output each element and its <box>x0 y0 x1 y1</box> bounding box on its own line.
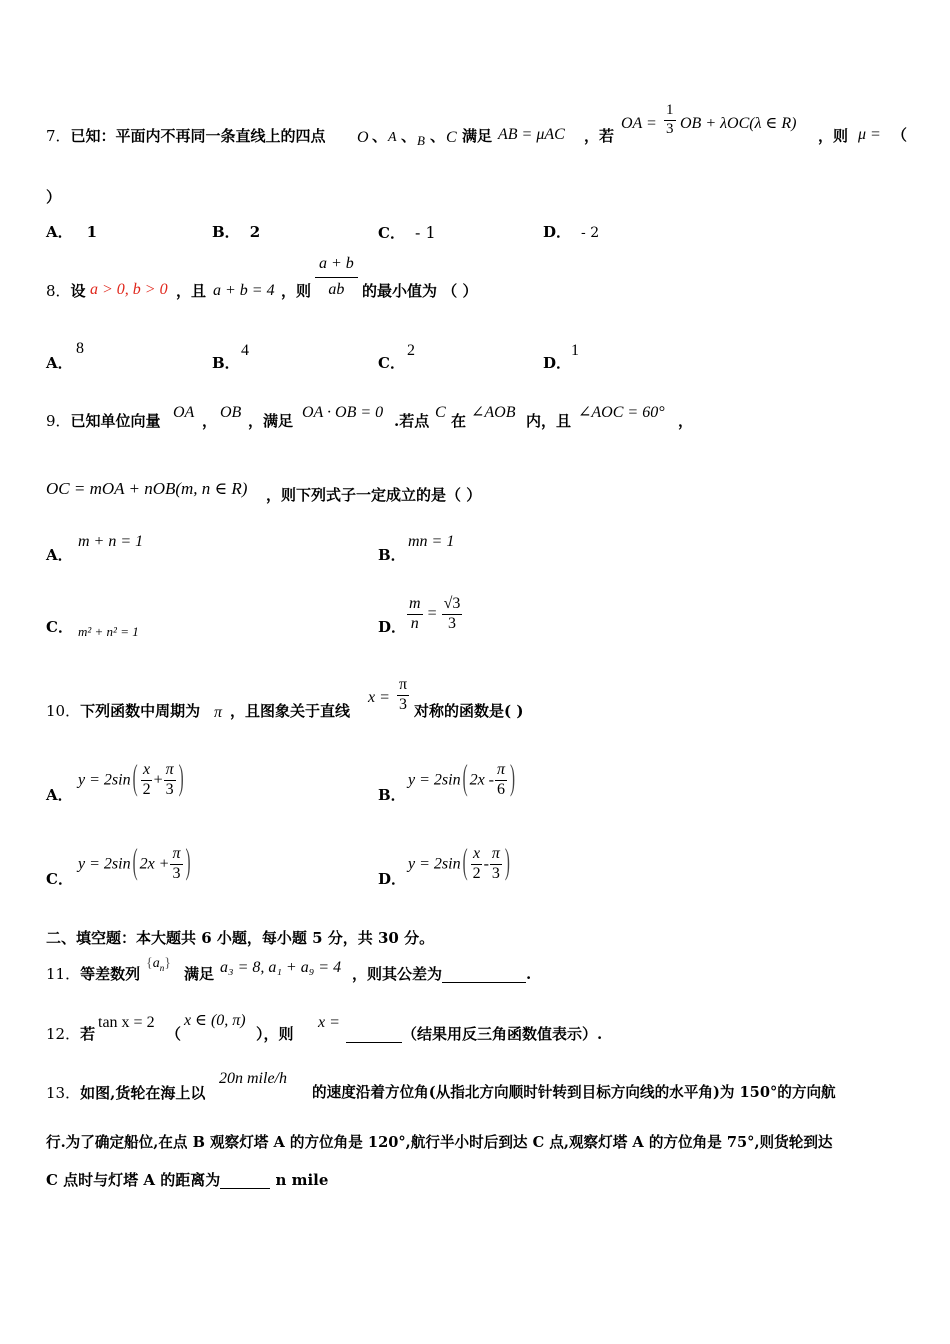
q10-a-num1: x <box>141 762 152 781</box>
q9-d-lhs-den: n <box>410 614 419 632</box>
q12-tan-eq-text: tan x = 2 <box>98 1014 155 1031</box>
q9-option-a-value: m + n = 1 <box>78 533 144 550</box>
q7-point-c: C <box>446 129 457 146</box>
q7-open-paren: （ <box>892 126 908 144</box>
q13-unit: n mile <box>270 1171 329 1189</box>
q10-option-a-label: A． <box>46 786 73 804</box>
q10-c-inner: 2x + <box>139 855 170 873</box>
q10-option-a-value <box>78 759 186 799</box>
q9-text-3: .若点 <box>394 412 430 430</box>
q8-frac-num: a + b <box>315 256 358 278</box>
q9-line2-text: ，则下列式子一定成立的是（ ） <box>266 486 482 504</box>
q8-line <box>46 284 86 299</box>
q7-line1 <box>46 129 326 144</box>
q10-x-eq: x = <box>368 689 390 706</box>
q8-sum-eq: a + b = 4 <box>213 282 275 299</box>
q13-line3 <box>46 1173 328 1189</box>
q13-line3-text: C 点时与灯塔 A 的距离为 <box>46 1171 221 1189</box>
q10-c-den: 3 <box>172 864 181 882</box>
q9-vector-ob: OB <box>220 404 242 421</box>
q7-eq2-frac-den: 3 <box>666 120 674 137</box>
q7-text-4: ，则 <box>818 127 849 145</box>
q11-text-2: 满足 <box>184 965 215 983</box>
q9-option-c-label: C． <box>46 618 73 636</box>
q10-text-2: ，且图象关于直线 <box>230 702 351 720</box>
q10-a-den1: 2 <box>142 780 151 798</box>
q10-b-den: 6 <box>497 780 506 798</box>
q9-text-2: ，满足 <box>248 412 294 430</box>
q9-text-6: ， <box>678 412 694 430</box>
q7-vector-eq: AB = μAC <box>498 126 565 143</box>
q7-option-b-label: B． <box>212 223 240 241</box>
q7-mu: μ = <box>858 126 881 143</box>
q9-option-b[interactable] <box>378 548 406 563</box>
q10-a-op: + <box>153 771 163 789</box>
q10-option-c[interactable] <box>46 872 73 887</box>
q7-eq2-frac <box>663 103 677 138</box>
q7-text-2: 满足 <box>462 127 493 145</box>
q10-option-b-value <box>408 759 517 799</box>
q7-point-b: B <box>417 133 425 148</box>
q7-option-a-value: 1 <box>86 223 98 241</box>
q8-option-c-value: 2 <box>407 342 415 359</box>
q11-text-1: 等差数列 <box>80 965 141 983</box>
q11-lbrace: { <box>146 956 153 971</box>
q10-option-c-value <box>78 843 193 883</box>
q10-a-num2: π <box>164 762 176 781</box>
q13-speed <box>219 1071 287 1087</box>
q10-a-lparen: ( <box>132 759 138 799</box>
q7-point-o: O <box>357 129 369 146</box>
q8-option-b-value: 4 <box>241 342 249 359</box>
q8-number: 8． <box>46 282 71 300</box>
q9-d-eq: = <box>427 604 437 622</box>
q10-c-pre: y = 2sin <box>78 855 131 873</box>
q10-option-d-label: D． <box>378 870 407 888</box>
q7-option-c[interactable] <box>378 225 436 241</box>
q9-d-lhs-num: m <box>407 596 423 615</box>
q11-seq-sub: n <box>159 962 165 973</box>
q10-b-inner: 2x - <box>469 771 495 789</box>
q10-a-den2: 3 <box>165 780 174 798</box>
q10-option-b-label: B． <box>378 786 406 804</box>
q9-option-d-value <box>406 596 463 633</box>
q10-d-pre: y = 2sin <box>408 855 461 873</box>
q10-d-den2: 3 <box>491 864 500 882</box>
q10-number: 10． <box>46 702 81 720</box>
q9-option-c-value: m² + n² = 1 <box>78 624 139 639</box>
q7-option-a-label: A． <box>46 223 73 241</box>
q9-oc-eq-text: OC = mOA + nOB(m, n ∈ R) <box>46 479 248 498</box>
q8-option-d-value: 1 <box>571 342 579 359</box>
q10-b-num: π <box>495 762 507 781</box>
q9-option-a[interactable] <box>46 548 73 563</box>
q11-sequence <box>146 957 171 973</box>
q10-a-rparen: ) <box>178 759 184 799</box>
q9-option-d[interactable] <box>378 620 406 635</box>
q10-d-den1: 2 <box>472 864 481 882</box>
q7-sep-3: 、 <box>430 127 446 145</box>
q8-fraction <box>314 256 359 299</box>
q10-d-num2: π <box>490 846 502 865</box>
q9-option-c[interactable] <box>46 620 73 635</box>
q8-text-2: ，且 <box>176 282 207 300</box>
q12-tan-eq <box>98 1015 155 1031</box>
q10-c-num: π <box>170 846 182 865</box>
q11-text-3-label: ，则其公差为 <box>352 965 443 983</box>
q7-option-d[interactable] <box>543 225 599 240</box>
q9-angle-aoc: ∠AOC = 60° <box>578 404 665 421</box>
q7-option-b[interactable] <box>212 225 260 240</box>
q8-option-a-label: A． <box>46 354 73 372</box>
q9-text-5: 内，且 <box>526 412 572 430</box>
q7-option-a[interactable] <box>46 225 97 240</box>
q8-condition: a > 0, b > 0 <box>90 281 168 298</box>
q12-line <box>46 1027 95 1042</box>
q7-point-a: A <box>388 130 397 145</box>
q10-a-pre: y = 2sin <box>78 771 131 789</box>
q8-frac-den: ab <box>328 280 345 298</box>
q10-d-lparen: ( <box>462 843 468 883</box>
q12-answer-blank[interactable] <box>346 1027 402 1043</box>
section-2-heading: 二、填空题：本大题共 6 小题，每小题 5 分，共 30 分。 <box>46 929 435 947</box>
q9-number: 9． <box>46 412 71 430</box>
q8-option-a[interactable] <box>46 356 73 371</box>
q11-end: . <box>526 965 532 983</box>
q8-option-b-label: B． <box>212 354 240 372</box>
q10-option-d-value <box>408 843 512 883</box>
q9-angle-aob: ∠AOB <box>471 404 516 421</box>
q12-cond-open: （ <box>166 1025 182 1043</box>
q7-eq2-frac-num: 1 <box>664 103 676 121</box>
q10-text-1: 下列函数中周期为 <box>80 702 201 720</box>
q10-c-rparen: ) <box>185 843 191 883</box>
q10-b-lparen: ( <box>462 759 468 799</box>
q7-sep-1: 、 <box>372 127 388 145</box>
q12-x-eq: x = <box>318 1014 340 1031</box>
q9-d-rhs-den: 3 <box>447 614 456 632</box>
q11-rbrace: } <box>164 956 171 971</box>
q8-option-d[interactable] <box>543 356 571 371</box>
q9-point-c: C <box>435 404 446 421</box>
q12-condition: x ∈ (0, π) <box>184 1012 246 1029</box>
q10-b-rparen: ) <box>510 759 516 799</box>
q13-text-1: 如图,货轮在海上以 <box>80 1084 206 1102</box>
q10-c-lparen: ( <box>132 843 138 883</box>
q8-text-3: ，则 <box>281 282 312 300</box>
q7-sep-2: 、 <box>401 127 417 145</box>
q8-option-c[interactable] <box>378 356 405 371</box>
q13-line2: 行.为了确定船位,在点 B 观察灯塔 A 的方位角是 120°,航行半小时后到达 C 点,观察灯塔 A 的方位角是 75°,则货轮到达 <box>46 1134 833 1151</box>
q12-cond-close: ），则 <box>256 1025 294 1043</box>
q13-answer-blank[interactable] <box>220 1173 270 1189</box>
q7-option-c-value: - 1 <box>414 223 436 242</box>
q9-option-a-label: A． <box>46 546 73 564</box>
q7-option-d-value: - 2 <box>581 225 600 241</box>
q7-option-c-label: C． <box>378 224 405 242</box>
q9-d-rhs-num: √3 <box>442 596 463 615</box>
q10-option-d[interactable] <box>378 872 406 887</box>
q7-eq2-rhs: OB + λOC(λ ∈ R) <box>680 115 797 132</box>
q7-number: 7． <box>46 127 71 145</box>
q9-line1 <box>46 414 161 429</box>
q10-text-3: 对称的函数是( ) <box>414 702 524 720</box>
q11-answer-blank[interactable] <box>442 967 526 983</box>
q11-number: 11． <box>46 965 81 983</box>
q9-dot-product: OA · OB = 0 <box>302 404 384 421</box>
q13-number: 13． <box>46 1084 81 1102</box>
q10-option-c-label: C． <box>46 870 73 888</box>
q10-line <box>46 704 200 719</box>
q11-equation: a₃ = 8, a₁ + a₉ = 4 <box>220 959 342 976</box>
q10-b-pre: y = 2sin <box>408 771 461 789</box>
q9-oc-eq <box>46 480 247 497</box>
q7-text-1: 已知：平面内不再同一条直线上的四点 <box>70 127 326 145</box>
q12-text-1: 若 <box>80 1025 96 1043</box>
q10-d-num1: x <box>471 846 482 865</box>
q10-d-rparen: ) <box>504 843 510 883</box>
q10-option-a[interactable] <box>46 788 73 803</box>
q10-x-frac-num: π <box>397 677 409 696</box>
q8-text-1: 设 <box>70 282 86 300</box>
q8-option-c-label: C． <box>378 354 405 372</box>
q9-text-1: 已知单位向量 <box>70 412 161 430</box>
q13-line1 <box>46 1086 205 1101</box>
q7-option-d-label: D． <box>543 223 572 241</box>
q10-x-frac-den: 3 <box>399 695 408 713</box>
q11-line <box>46 967 140 982</box>
q9-comma: ， <box>202 412 218 430</box>
q7-option-b-value: 2 <box>249 223 261 241</box>
q12-number: 12． <box>46 1025 81 1043</box>
q10-x-frac <box>396 677 410 714</box>
q10-option-b[interactable] <box>378 788 406 803</box>
q8-option-a-value: 8 <box>76 340 84 357</box>
q9-option-b-label: B． <box>378 546 406 564</box>
q7-text-3: ，若 <box>584 127 615 145</box>
q13-speed-text: 20n mile/h <box>219 1070 287 1087</box>
q10-d-op: - <box>483 855 489 873</box>
q11-text-3 <box>352 967 531 983</box>
q9-text-4: 在 <box>451 412 467 430</box>
q7-close-paren: ） <box>46 188 62 206</box>
q8-option-d-label: D． <box>543 354 572 372</box>
q7-eq2-lhs: OA = <box>621 115 657 132</box>
q8-text-4: 的最小值为 （ ） <box>362 282 478 300</box>
q11-seq-a: a <box>152 956 160 971</box>
q8-option-b[interactable] <box>212 356 240 371</box>
q13-text-2: 的速度沿着方位角(从指北方向顺时针转到目标方向线的水平角)为 150°的方向航 <box>312 1084 836 1101</box>
q9-vector-oa: OA <box>173 404 195 421</box>
q9-option-d-label: D． <box>378 618 407 636</box>
q10-pi: π <box>214 704 223 721</box>
q12-text-2: （结果用反三角函数值表示）. <box>402 1025 603 1043</box>
q9-option-b-value: mn = 1 <box>408 533 455 550</box>
q12-tail <box>346 1027 602 1043</box>
